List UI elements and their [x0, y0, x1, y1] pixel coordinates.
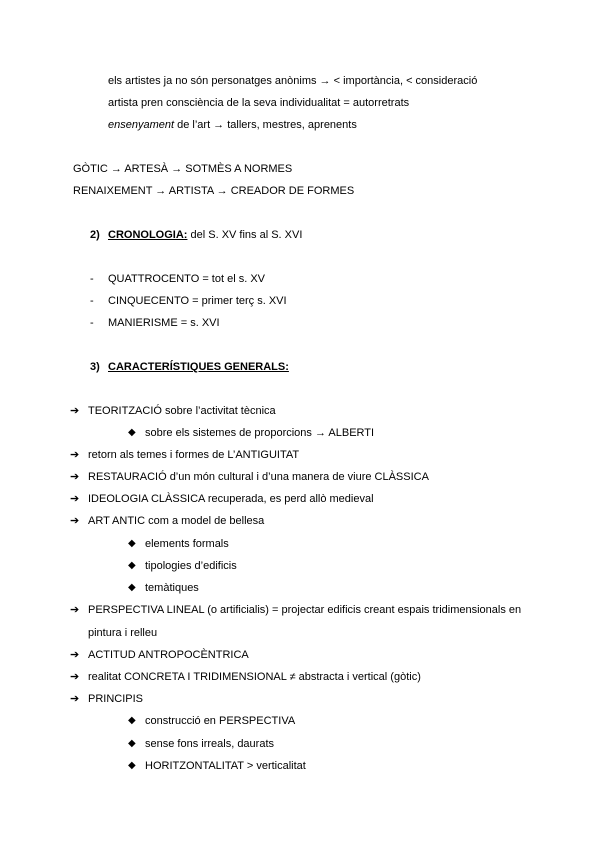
- bullet-6-line-2: pintura i relleu: [88, 627, 158, 639]
- bullet-3: RESTAURACIÓ d’un món cultural i d’una manera de viure CLÀSSICA: [88, 471, 429, 483]
- diamond-bullet-icon: ◆: [128, 715, 136, 726]
- bullet-9-sub-2: sense fons irreals, daurats: [145, 738, 275, 750]
- chronology-item-1: QUATTROCENTO = tot el s. XV: [108, 273, 265, 285]
- chronology-item-3: MANIERISME = s. XVI: [108, 317, 220, 329]
- contrast-line-2: RENAIXEMENT → ARTISTA → CREADOR DE FORMES: [73, 185, 355, 197]
- bullet-5-sub-3: temàtiques: [145, 582, 199, 594]
- bullet-6-line-1: PERSPECTIVA LINEAL (o artificialis) = projectar edificis creant espais tridimensionals en: [88, 604, 522, 616]
- section-3-number: 3): [90, 361, 100, 373]
- bullet-9-sub-3: HORITZONTALITAT > verticalitat: [145, 760, 306, 772]
- bullet-7: ACTITUD ANTROPOCÈNTRICA: [88, 649, 249, 661]
- dash-2: -: [90, 295, 94, 307]
- bullet-1: TEORITZACIÓ sobre l’activitat tècnica: [88, 405, 276, 417]
- contrast-line-1: GÒTIC → ARTESÀ → SOTMÈS A NORMES: [73, 163, 293, 175]
- diamond-bullet-icon: ◆: [128, 760, 136, 771]
- arrow-bullet-icon: ➔: [70, 693, 80, 705]
- arrow-bullet-icon: ➔: [70, 493, 80, 505]
- diamond-bullet-icon: ◆: [128, 738, 136, 749]
- section-2-text: del S. XV fins al S. XVI: [187, 229, 303, 241]
- intro-line-3-rest: de l’art → tallers, mestres, aprenents: [174, 119, 357, 131]
- arrow-bullet-icon: ➔: [70, 515, 80, 527]
- bullet-8: realitat CONCRETA I TRIDIMENSIONAL ≠ abstracta i vertical (gòtic): [88, 671, 421, 683]
- section-3-heading: CARACTERÍSTIQUES GENERALS:: [108, 361, 289, 373]
- bullet-4: IDEOLOGIA CLÀSSICA recuperada, es perd allò medieval: [88, 493, 374, 505]
- bullet-1-sub: sobre els sistemes de proporcions → ALBERTI: [145, 427, 375, 439]
- intro-line-1: els artistes ja no són personatges anònims → < importància, < consideració: [108, 75, 478, 87]
- diamond-bullet-icon: ◆: [128, 427, 136, 438]
- chronology-item-2: CINQUECENTO = primer terç s. XVI: [108, 295, 287, 307]
- arrow-bullet-icon: ➔: [70, 649, 80, 661]
- intro-line-2: artista pren consciència de la seva individualitat = autorretrats: [108, 97, 410, 109]
- bullet-2: retorn als temes i formes de L’ANTIGUITAT: [88, 449, 300, 461]
- intro-line-3: [108, 118, 357, 132]
- arrow-bullet-icon: ➔: [70, 405, 80, 417]
- intro-line-3-italic: ensenyament: [108, 119, 175, 131]
- diamond-bullet-icon: ◆: [128, 560, 136, 571]
- bullet-5-sub-2: tipologies d’edificis: [145, 560, 237, 572]
- arrow-bullet-icon: ➔: [70, 471, 80, 483]
- section-2-heading-line: [108, 228, 302, 242]
- arrow-bullet-icon: ➔: [70, 671, 80, 683]
- diamond-bullet-icon: ◆: [128, 538, 136, 549]
- diamond-bullet-icon: ◆: [128, 582, 136, 593]
- bullet-9: PRINCIPIS: [88, 693, 144, 705]
- bullet-5-sub-1: elements formals: [145, 538, 229, 550]
- bullet-5: ART ANTIC com a model de bellesa: [88, 515, 265, 527]
- bullet-9-sub-1: construcció en PERSPECTIVA: [145, 715, 296, 727]
- section-2-number: 2): [90, 229, 100, 241]
- arrow-bullet-icon: ➔: [70, 604, 80, 616]
- dash-1: -: [90, 273, 94, 285]
- arrow-bullet-icon: ➔: [70, 449, 80, 461]
- dash-3: -: [90, 317, 94, 329]
- section-2-heading: CRONOLOGIA:: [108, 229, 188, 241]
